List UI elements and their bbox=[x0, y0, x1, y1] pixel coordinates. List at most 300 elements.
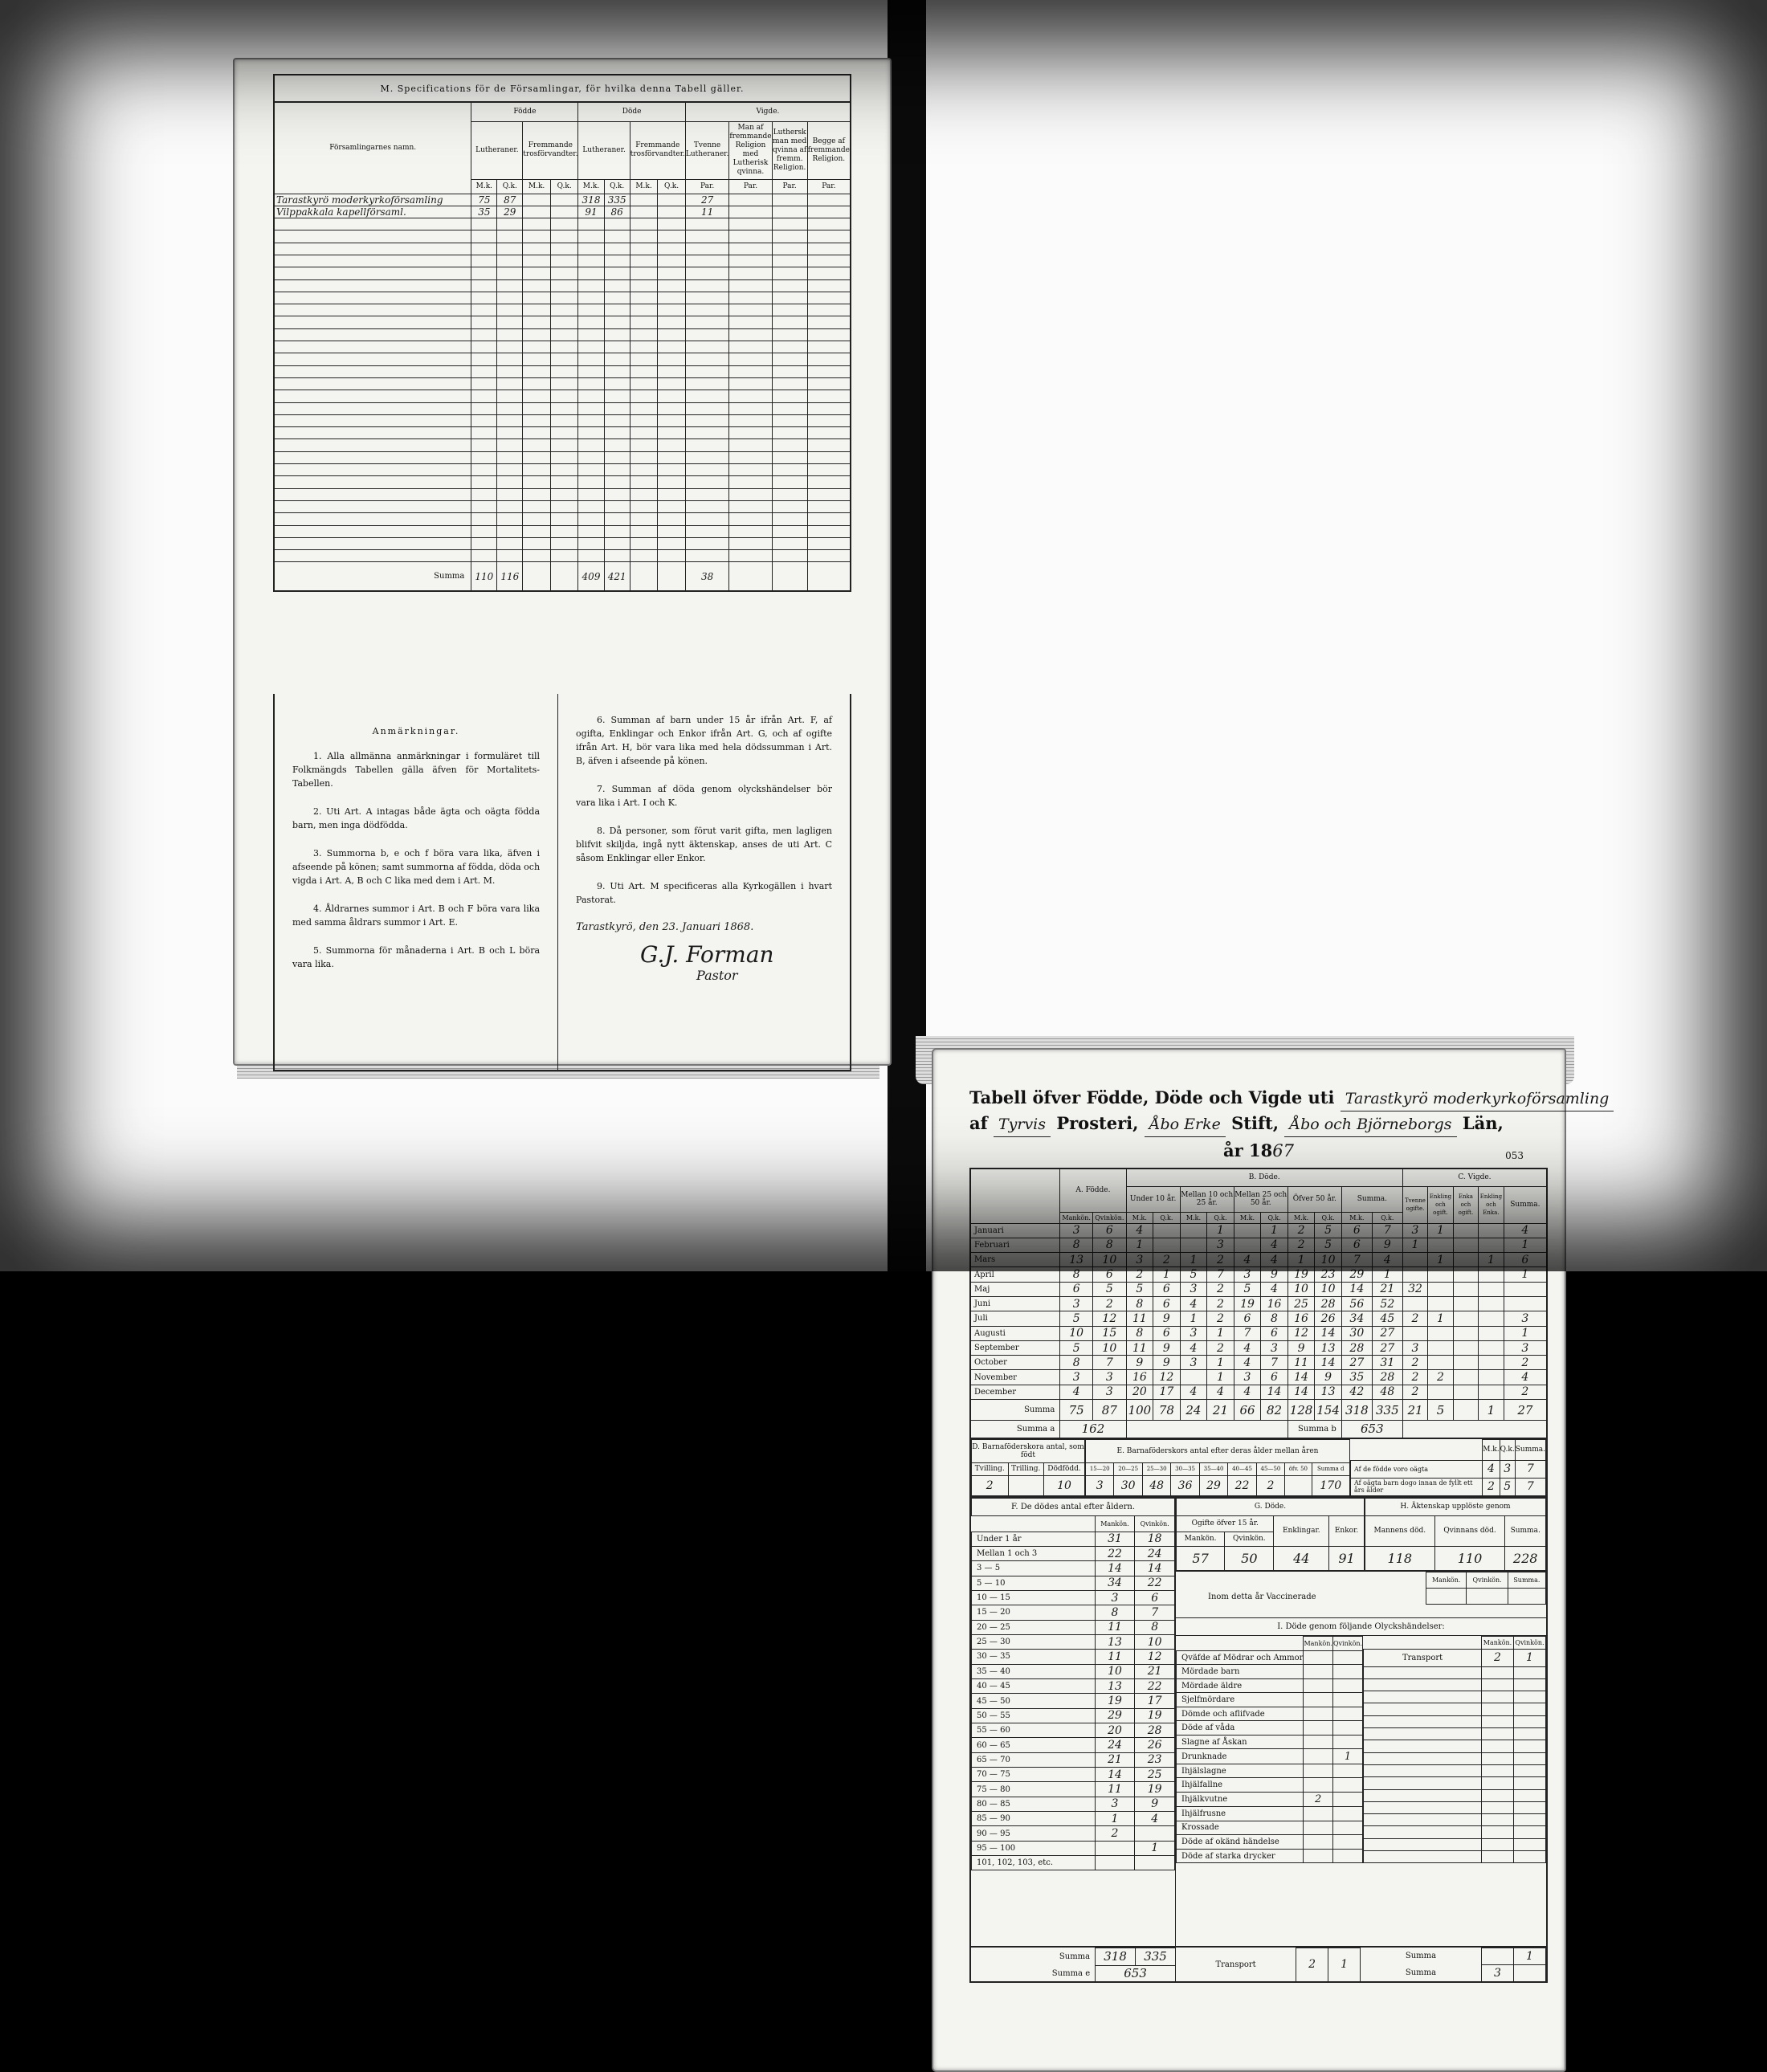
c-col-enka-ogift: Enka och ogift. bbox=[1453, 1186, 1478, 1223]
cell-fodde-mk bbox=[471, 550, 497, 562]
month-value: 6 bbox=[1234, 1311, 1261, 1326]
monthly-rows bbox=[970, 1223, 1547, 1400]
cell-dode-mk bbox=[578, 230, 604, 243]
month-value bbox=[1180, 1370, 1207, 1385]
parish-name bbox=[274, 513, 471, 525]
month-value bbox=[1479, 1223, 1504, 1238]
section-i-body bbox=[1176, 1636, 1546, 1864]
empty-cell bbox=[1482, 1764, 1514, 1776]
empty-cell bbox=[550, 537, 578, 549]
empty-cell bbox=[1351, 1439, 1483, 1460]
e-values bbox=[1086, 1475, 1350, 1495]
age-label: 3 — 5 bbox=[972, 1561, 1096, 1576]
h-col-qvinnans: Qvinnans död. bbox=[1434, 1515, 1505, 1546]
empty-cell bbox=[1364, 1740, 1482, 1752]
summa-a-label: Summa a bbox=[970, 1421, 1060, 1438]
month-value: 2 bbox=[1402, 1370, 1427, 1385]
accident-mankon bbox=[1304, 1749, 1332, 1764]
empty-cell bbox=[523, 267, 551, 279]
month-value: 1 bbox=[1261, 1223, 1288, 1238]
table-row bbox=[274, 279, 851, 292]
accident-mankon bbox=[1304, 1778, 1332, 1793]
cell-dode-mk bbox=[578, 255, 604, 267]
age-qvinkon: 23 bbox=[1135, 1752, 1175, 1767]
month-value bbox=[1504, 1282, 1547, 1296]
empty-cell bbox=[658, 292, 686, 304]
header-fodde: Födde bbox=[471, 102, 578, 121]
age-mankon: 20 bbox=[1095, 1723, 1135, 1738]
empty-cell bbox=[630, 328, 658, 341]
empty-cell bbox=[658, 464, 686, 476]
empty-cell bbox=[970, 1212, 1060, 1223]
c-col-summa: Summa. bbox=[1504, 1186, 1547, 1223]
month-value: 9 bbox=[1126, 1356, 1153, 1370]
empty-cell bbox=[523, 476, 551, 488]
empty-cell bbox=[729, 377, 772, 390]
e-col: 15—20 bbox=[1086, 1462, 1114, 1475]
empty-cell bbox=[550, 353, 578, 365]
age-row bbox=[972, 1738, 1175, 1752]
empty-cell bbox=[807, 476, 851, 488]
blank-row bbox=[1364, 1666, 1546, 1678]
header-vigde: Vigde. bbox=[685, 102, 851, 121]
empty-cell bbox=[970, 1186, 1060, 1212]
empty-cell bbox=[523, 255, 551, 267]
empty-cell bbox=[550, 500, 578, 512]
month-value: 15 bbox=[1093, 1326, 1127, 1340]
empty-cell bbox=[1482, 1703, 1514, 1715]
age-label: 60 — 65 bbox=[972, 1738, 1096, 1752]
cell-dode-qk bbox=[604, 243, 630, 255]
empty-cell bbox=[729, 206, 772, 218]
empty-cell bbox=[1514, 1691, 1546, 1703]
month-value: 3 bbox=[1126, 1253, 1153, 1267]
transport-col-mankon: Mankön. bbox=[1482, 1636, 1514, 1649]
empty-cell bbox=[630, 377, 658, 390]
h-val-summa: 228 bbox=[1505, 1546, 1546, 1570]
age-mankon: 11 bbox=[1095, 1782, 1135, 1797]
age-label: 25 — 30 bbox=[972, 1634, 1096, 1649]
empty-cell bbox=[658, 513, 686, 525]
accident-qvinkon bbox=[1332, 1678, 1362, 1693]
cell-fodde-qk bbox=[497, 255, 523, 267]
month-value: 28 bbox=[1341, 1340, 1372, 1355]
h-val-qvinnans: 110 bbox=[1434, 1546, 1505, 1570]
empty-cell bbox=[1482, 1752, 1514, 1764]
accident-cause: Mördade äldre bbox=[1177, 1678, 1304, 1693]
cell-fodde-qk: 29 bbox=[497, 206, 523, 218]
month-value: 4 bbox=[1126, 1223, 1153, 1238]
month-value: 8 bbox=[1060, 1238, 1093, 1252]
header-par: Par. bbox=[729, 179, 772, 194]
empty-cell bbox=[970, 1169, 1060, 1186]
empty-cell bbox=[1126, 1421, 1288, 1438]
month-value: 2 bbox=[1207, 1253, 1234, 1267]
empty-cell bbox=[729, 537, 772, 549]
age-mankon: 14 bbox=[1095, 1768, 1135, 1782]
empty-cell bbox=[772, 414, 807, 426]
month-value: 2 bbox=[1207, 1340, 1234, 1355]
b-qk: Q.k. bbox=[1315, 1212, 1342, 1223]
empty-cell bbox=[807, 414, 851, 426]
empty-cell bbox=[807, 550, 851, 562]
cell-dode-qk bbox=[604, 439, 630, 451]
empty-cell bbox=[523, 206, 551, 218]
empty-cell bbox=[807, 316, 851, 328]
empty-cell bbox=[658, 537, 686, 549]
empty-cell bbox=[658, 414, 686, 426]
accident-mankon bbox=[1304, 1764, 1332, 1778]
month-value: 7 bbox=[1234, 1326, 1261, 1340]
title-stift: Stift, bbox=[1231, 1113, 1279, 1133]
empty-cell bbox=[658, 525, 686, 537]
e-val bbox=[1285, 1475, 1312, 1495]
parish-name bbox=[274, 365, 471, 377]
summa-h-value: 3 bbox=[1482, 1964, 1514, 1981]
illeg-2-summa: 7 bbox=[1515, 1478, 1545, 1495]
empty-cell bbox=[1467, 1588, 1508, 1604]
cell-vigde-par bbox=[685, 525, 728, 537]
empty-cell bbox=[772, 513, 807, 525]
note-item: 2. Uti Art. A intagas både ägta och oägta födda barn, men inga dödfödda. bbox=[292, 806, 541, 830]
empty-cell bbox=[807, 390, 851, 402]
header-dode-lutheraner: Lutheraner. bbox=[578, 121, 630, 179]
empty-cell bbox=[729, 267, 772, 279]
age-row bbox=[972, 1546, 1175, 1560]
age-row bbox=[972, 1797, 1175, 1811]
section-d-header: D. Barnaföderskora antal, som födt bbox=[972, 1439, 1085, 1462]
month-value bbox=[1402, 1267, 1427, 1282]
blank-row bbox=[1364, 1838, 1546, 1850]
monthly-table bbox=[969, 1168, 1548, 1439]
month-value: 6 bbox=[1261, 1326, 1288, 1340]
a-mankon: Mankön. bbox=[1060, 1212, 1093, 1223]
empty-cell bbox=[630, 243, 658, 255]
cell-vigde-par bbox=[685, 427, 728, 439]
accident-row bbox=[1177, 1721, 1363, 1736]
month-name: Juni bbox=[970, 1296, 1060, 1311]
empty-cell bbox=[523, 292, 551, 304]
cell-dode-qk bbox=[604, 402, 630, 414]
parish-name bbox=[274, 230, 471, 243]
month-value bbox=[1479, 1370, 1504, 1385]
empty-cell bbox=[658, 439, 686, 451]
month-value: 3 bbox=[1060, 1296, 1093, 1311]
empty-cell bbox=[1514, 1777, 1546, 1789]
month-value: 4 bbox=[1504, 1223, 1547, 1238]
age-qvinkon: 8 bbox=[1135, 1620, 1175, 1634]
g-val-enklingar: 44 bbox=[1274, 1546, 1329, 1570]
empty-cell bbox=[772, 206, 807, 218]
empty-cell bbox=[658, 255, 686, 267]
empty-cell bbox=[658, 562, 686, 591]
month-value bbox=[1428, 1296, 1454, 1311]
empty-cell bbox=[550, 218, 578, 230]
cell-fodde-qk bbox=[497, 439, 523, 451]
age-row bbox=[972, 1856, 1175, 1870]
month-value bbox=[1453, 1340, 1478, 1355]
empty-cell bbox=[523, 341, 551, 353]
cell-fodde-mk bbox=[471, 255, 497, 267]
month-value bbox=[1428, 1340, 1454, 1355]
month-value: 4 bbox=[1180, 1340, 1207, 1355]
cell-vigde-par bbox=[685, 328, 728, 341]
month-value bbox=[1453, 1282, 1478, 1296]
cell-dode-qk bbox=[604, 476, 630, 488]
cell-fodde-mk bbox=[471, 464, 497, 476]
age-mankon: 10 bbox=[1095, 1664, 1135, 1678]
cell-dode-qk bbox=[604, 267, 630, 279]
empty-cell bbox=[807, 537, 851, 549]
header-mk: M.k. bbox=[471, 179, 497, 194]
empty-cell bbox=[729, 525, 772, 537]
age-qvinkon: 17 bbox=[1135, 1694, 1175, 1708]
cell-fodde-mk bbox=[471, 476, 497, 488]
e-col: 30—35 bbox=[1171, 1462, 1199, 1475]
i-col-qvinkon: Qvinkön. bbox=[1332, 1636, 1362, 1650]
month-value: 2 bbox=[1428, 1370, 1454, 1385]
cell-fodde-mk bbox=[471, 402, 497, 414]
month-value: 5 bbox=[1060, 1311, 1093, 1326]
month-value: 21 bbox=[1372, 1282, 1402, 1296]
age-label: 15 — 20 bbox=[972, 1605, 1096, 1620]
empty-cell bbox=[630, 439, 658, 451]
month-value: 10 bbox=[1288, 1282, 1315, 1296]
empty-cell bbox=[630, 414, 658, 426]
month-row bbox=[970, 1296, 1547, 1311]
header-qk: Q.k. bbox=[497, 179, 523, 194]
empty-cell bbox=[658, 218, 686, 230]
month-value: 3 bbox=[1261, 1340, 1288, 1355]
empty-cell bbox=[772, 267, 807, 279]
cell-dode-mk bbox=[578, 267, 604, 279]
age-qvinkon: 4 bbox=[1135, 1812, 1175, 1826]
section-f bbox=[971, 1498, 1176, 1946]
empty-cell bbox=[807, 341, 851, 353]
accident-row bbox=[1177, 1821, 1363, 1835]
month-value: 30 bbox=[1341, 1326, 1372, 1340]
table-row bbox=[274, 513, 851, 525]
illeg-1-mk: 4 bbox=[1483, 1460, 1500, 1478]
month-row bbox=[970, 1385, 1547, 1399]
table-row bbox=[274, 414, 851, 426]
b-col-summa: Summa. bbox=[1341, 1186, 1402, 1212]
month-value bbox=[1428, 1238, 1454, 1252]
table-row bbox=[274, 525, 851, 537]
cell-fodde-mk bbox=[471, 365, 497, 377]
empty-cell bbox=[658, 488, 686, 500]
empty-cell bbox=[658, 402, 686, 414]
accident-cause: Ihjälfallne bbox=[1177, 1778, 1304, 1793]
cell-fodde-qk bbox=[497, 377, 523, 390]
cell-fodde-qk bbox=[497, 414, 523, 426]
empty-cell bbox=[630, 255, 658, 267]
cell-vigde-par bbox=[685, 230, 728, 243]
accident-cause: Mördade barn bbox=[1177, 1665, 1304, 1679]
month-value: 14 bbox=[1341, 1282, 1372, 1296]
notes-column-left bbox=[275, 694, 558, 1070]
note-item: 8. Då personer, som förut varit gifta, men lagligen blifvit skiljda, ingå nytt äktenskap, anses de uti Art. C såsom Enklingar eller Enkor. bbox=[576, 826, 832, 863]
month-name: September bbox=[970, 1340, 1060, 1355]
empty-cell bbox=[772, 390, 807, 402]
accident-cause: Ihjälkvutne bbox=[1177, 1792, 1304, 1806]
empty-cell bbox=[523, 537, 551, 549]
cell-fodde-mk bbox=[471, 218, 497, 230]
empty-cell bbox=[630, 267, 658, 279]
note-item: 6. Summan af barn under 15 år ifrån Art. F, af ogifta, Enklingar och Enkor ifrån Art. G, och af ogifte ifrån Art. H, bör vara lika med hela dödssumman i Art. B, äfven i afseende på könen. bbox=[576, 715, 832, 766]
month-value: 13 bbox=[1060, 1253, 1093, 1267]
table-row bbox=[274, 537, 851, 549]
empty-cell bbox=[523, 550, 551, 562]
accident-qvinkon bbox=[1332, 1650, 1362, 1665]
cell-vigde-par bbox=[685, 341, 728, 353]
month-value: 1 bbox=[1207, 1326, 1234, 1340]
month-value: 11 bbox=[1126, 1340, 1153, 1355]
cell-fodde-qk bbox=[497, 328, 523, 341]
month-value: 28 bbox=[1372, 1370, 1402, 1385]
empty-cell bbox=[1402, 1421, 1547, 1438]
accident-cause: Döde af starka drycker bbox=[1177, 1849, 1304, 1863]
empty-cell bbox=[807, 328, 851, 341]
month-value bbox=[1479, 1282, 1504, 1296]
g-col-mankon: Mankön. bbox=[1177, 1532, 1225, 1546]
table-row bbox=[274, 402, 851, 414]
month-value: 11 bbox=[1288, 1356, 1315, 1370]
empty-cell bbox=[523, 230, 551, 243]
empty-cell bbox=[523, 365, 551, 377]
month-value: 3 bbox=[1234, 1370, 1261, 1385]
age-label: 95 — 100 bbox=[972, 1841, 1096, 1855]
e-val: 2 bbox=[1256, 1475, 1284, 1495]
vacc-col-mankon: Mankön. bbox=[1426, 1572, 1467, 1588]
c-col-enkling-enka: Enkling och Enka. bbox=[1479, 1186, 1504, 1223]
header-par: Par. bbox=[772, 179, 807, 194]
empty-cell bbox=[550, 525, 578, 537]
empty-cell bbox=[772, 537, 807, 549]
parish-name bbox=[274, 267, 471, 279]
e-val: 22 bbox=[1228, 1475, 1256, 1495]
month-value: 23 bbox=[1315, 1267, 1342, 1282]
month-name: Augusti bbox=[970, 1326, 1060, 1340]
accident-cause: Drunknade bbox=[1177, 1749, 1304, 1764]
age-label: 55 — 60 bbox=[972, 1723, 1096, 1738]
parish-name bbox=[274, 377, 471, 390]
note-item: 9. Uti Art. M specificeras alla Kyrkogällen i hvart Pastorat. bbox=[576, 881, 832, 905]
illeg-label-1: Af de födde voro oägta bbox=[1351, 1460, 1483, 1478]
section-e-table bbox=[1085, 1439, 1350, 1496]
blank-row bbox=[1364, 1740, 1546, 1752]
empty-cell bbox=[807, 267, 851, 279]
empty-cell bbox=[1514, 1666, 1546, 1678]
empty-cell bbox=[1514, 1826, 1546, 1838]
cell-dode-qk bbox=[604, 390, 630, 402]
month-value: 26 bbox=[1315, 1311, 1342, 1326]
cell-fodde-mk bbox=[471, 304, 497, 316]
month-value: 8 bbox=[1126, 1326, 1153, 1340]
cell-fodde-qk bbox=[497, 304, 523, 316]
empty-cell bbox=[807, 562, 851, 591]
age-qvinkon: 14 bbox=[1135, 1561, 1175, 1576]
title-af: af bbox=[969, 1113, 988, 1133]
age-label: 30 — 35 bbox=[972, 1650, 1096, 1664]
cell-vigde-par bbox=[685, 537, 728, 549]
table-row bbox=[274, 365, 851, 377]
month-value bbox=[1453, 1370, 1478, 1385]
month-value: 6 bbox=[1153, 1282, 1181, 1296]
age-qvinkon: 12 bbox=[1135, 1650, 1175, 1664]
month-value bbox=[1180, 1238, 1207, 1252]
age-mankon bbox=[1095, 1841, 1135, 1855]
cell-dode-mk bbox=[578, 451, 604, 463]
month-row bbox=[970, 1326, 1547, 1340]
empty-cell bbox=[807, 500, 851, 512]
month-value: 2 bbox=[1153, 1253, 1181, 1267]
cell-fodde-mk bbox=[471, 513, 497, 525]
transport-top-q: 1 bbox=[1514, 1649, 1546, 1666]
month-row bbox=[970, 1356, 1547, 1370]
month-value: 3 bbox=[1093, 1370, 1127, 1385]
accident-mankon bbox=[1304, 1849, 1332, 1863]
empty-cell bbox=[729, 414, 772, 426]
empty-cell bbox=[550, 377, 578, 390]
month-value bbox=[1479, 1356, 1504, 1370]
cell-fodde-mk bbox=[471, 328, 497, 341]
accident-row bbox=[1177, 1835, 1363, 1850]
empty-cell bbox=[630, 537, 658, 549]
month-value bbox=[1234, 1223, 1261, 1238]
b-col-25-50: Mellan 25 och 50 år. bbox=[1234, 1186, 1288, 1212]
age-row bbox=[972, 1782, 1175, 1797]
empty-cell bbox=[630, 402, 658, 414]
month-value: 2 bbox=[1402, 1311, 1427, 1326]
accident-row bbox=[1177, 1749, 1363, 1764]
table-row bbox=[274, 550, 851, 562]
empty-cell bbox=[523, 390, 551, 402]
age-row bbox=[972, 1708, 1175, 1723]
section-g-h-i bbox=[1176, 1498, 1546, 1946]
table-title-line-2 bbox=[969, 1111, 1548, 1137]
accident-mankon bbox=[1304, 1807, 1332, 1821]
note-item: 5. Summorna för månaderna i Art. B och L böra vara lika. bbox=[292, 945, 541, 969]
cell-fodde-qk bbox=[497, 402, 523, 414]
month-value: 3 bbox=[1180, 1282, 1207, 1296]
month-name: Januari bbox=[970, 1223, 1060, 1238]
accident-qvinkon bbox=[1332, 1721, 1362, 1736]
accident-row bbox=[1177, 1778, 1363, 1793]
cell-dode-qk bbox=[604, 464, 630, 476]
table-row bbox=[274, 316, 851, 328]
age-row bbox=[972, 1723, 1175, 1738]
month-value bbox=[1479, 1340, 1504, 1355]
empty-cell bbox=[729, 230, 772, 243]
summa-b-label: Summa b bbox=[1288, 1421, 1341, 1438]
age-row bbox=[972, 1694, 1175, 1708]
empty-cell bbox=[550, 255, 578, 267]
empty-cell bbox=[523, 218, 551, 230]
transport-col-qvinkon: Qvinkön. bbox=[1514, 1636, 1546, 1649]
signature-title: Pastor bbox=[696, 968, 738, 983]
footer-f-sums bbox=[971, 1948, 1176, 1982]
cell-vigde-par bbox=[685, 292, 728, 304]
month-value bbox=[1428, 1282, 1454, 1296]
table-row bbox=[274, 464, 851, 476]
cell-fodde-mk bbox=[471, 341, 497, 353]
empty-cell bbox=[523, 525, 551, 537]
title-lan-name: Åbo och Björneborgs bbox=[1284, 1112, 1456, 1137]
empty-cell bbox=[630, 451, 658, 463]
parish-name bbox=[274, 402, 471, 414]
cell-fodde-qk bbox=[497, 218, 523, 230]
